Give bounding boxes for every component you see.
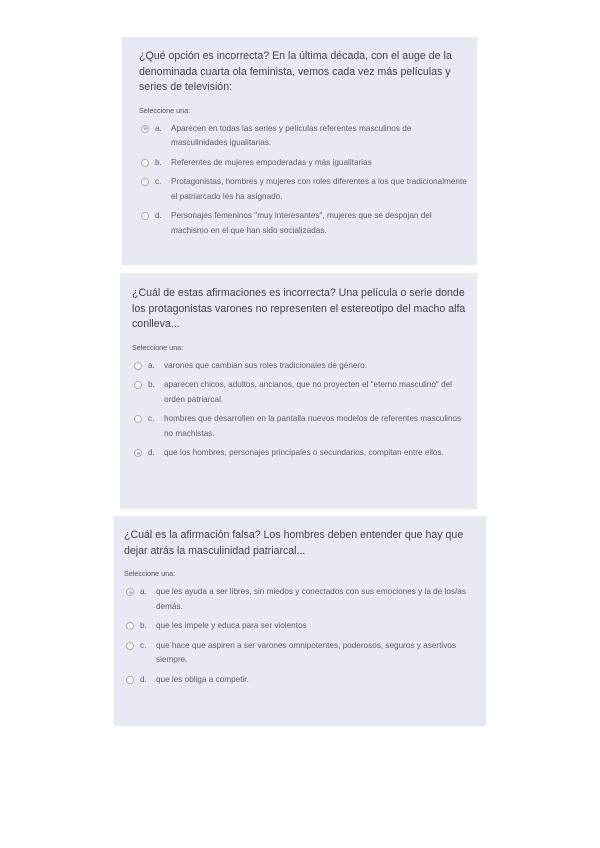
radio-button[interactable] [141,159,149,167]
answer-text[interactable]: que los hombres, personajes principales o secundarios, compitan entre ellos. [164,448,444,457]
radio-button[interactable] [134,415,142,423]
answer-text[interactable]: hombres que desarrollen en la pantalla nuevos modelos de referentes masculinos no machistas. [164,414,462,438]
answer-option-c[interactable] [124,639,476,668]
answer-text[interactable]: varones que cambian sus roles tradicionales de género. [164,360,367,370]
radio-button[interactable] [141,178,149,186]
radio-button[interactable] [126,588,134,596]
radio-button[interactable] [141,212,149,220]
answer-letter: c. [148,414,155,423]
answer-letter: b. [148,380,155,389]
answer-option-c[interactable] [139,175,467,204]
question-card-1 [122,37,477,265]
answer-text[interactable]: que les obliga a competir. [156,674,249,684]
radio-button[interactable] [141,125,149,133]
answer-text[interactable]: aparecen chicos, adultos, ancianos, que no proyecten el "eterno masculino" del orden patriarcal. [164,380,453,404]
answer-list [132,359,467,461]
answer-letter: d. [140,674,147,684]
answer-option-a[interactable] [132,359,467,374]
answer-option-a[interactable] [139,122,467,151]
answer-letter: a. [140,587,147,596]
question-text: ¿Qué opción es incorrecta? En la última década, con el auge de la denominada cuarta ola feminista, vemos cada vez más películas y series de televisión: [139,50,452,93]
question-card-3 [114,516,486,726]
answer-letter: a. [155,123,162,133]
radio-button[interactable] [126,642,134,650]
radio-button[interactable] [126,676,134,684]
answer-text[interactable]: que les impele y educa para ser violentos [156,621,307,630]
question-text: ¿Cuál de estas afirmaciones es incorrecta? Una película o serie donde los protagonistas varones no representen el estereotipo del macho alfa conlleva... [132,287,466,330]
answer-option-b[interactable] [124,619,476,634]
answer-text[interactable]: Protagonistas, hombres y mujeres con roles diferentes a los que tradicionalmente el patriarcado les ha asignado. [171,177,467,201]
answer-letter: d. [155,211,162,220]
answer-option-b[interactable] [139,156,467,171]
answer-text[interactable]: que les ayuda a ser libres, sin miedos y conectados con sus emociones y la de los/as demás. [156,587,466,611]
answer-text[interactable]: Referentes de mujeres empoderadas y más igualitarias [171,157,372,167]
question-text: ¿Cuál es la afirmación falsa? Los hombres deben entender que hay que dejar atrás la masculinidad patriarcal... [124,529,464,557]
answer-letter: a. [148,360,155,370]
answer-option-a[interactable] [124,585,476,614]
select-prompt: Seleccione una: [124,569,176,578]
answer-letter: b. [140,621,147,630]
answer-text[interactable]: que hace que aspiren a ser varones omnipotentes, poderosos, seguros y asertivos siempre. [156,640,456,664]
answer-letter: c. [155,177,162,186]
answer-list [124,585,476,687]
answer-option-c[interactable] [132,412,467,441]
radio-button[interactable] [134,449,142,457]
answer-option-d[interactable] [124,673,476,688]
select-prompt: Seleccione una: [139,105,191,115]
select-prompt: Seleccione una: [132,342,184,352]
answer-option-d[interactable] [139,209,467,238]
radio-button[interactable] [134,381,142,389]
answer-list [139,122,467,239]
answer-option-b[interactable] [132,378,467,407]
answer-letter: b. [155,157,162,167]
radio-button[interactable] [134,362,142,370]
answer-letter: d. [148,448,155,457]
answer-option-d[interactable] [132,446,467,461]
answer-text[interactable]: Aparecen en todas las series y películas referentes masculinos de masculinidades igualitarias. [171,123,412,147]
question-card-2 [120,273,477,509]
radio-button[interactable] [126,622,134,630]
answer-text[interactable]: Personajes femeninos "muy interesantes", mujeres que se despojan del machismo en el que han sido socializadas. [171,211,432,235]
answer-letter: c. [140,640,147,650]
